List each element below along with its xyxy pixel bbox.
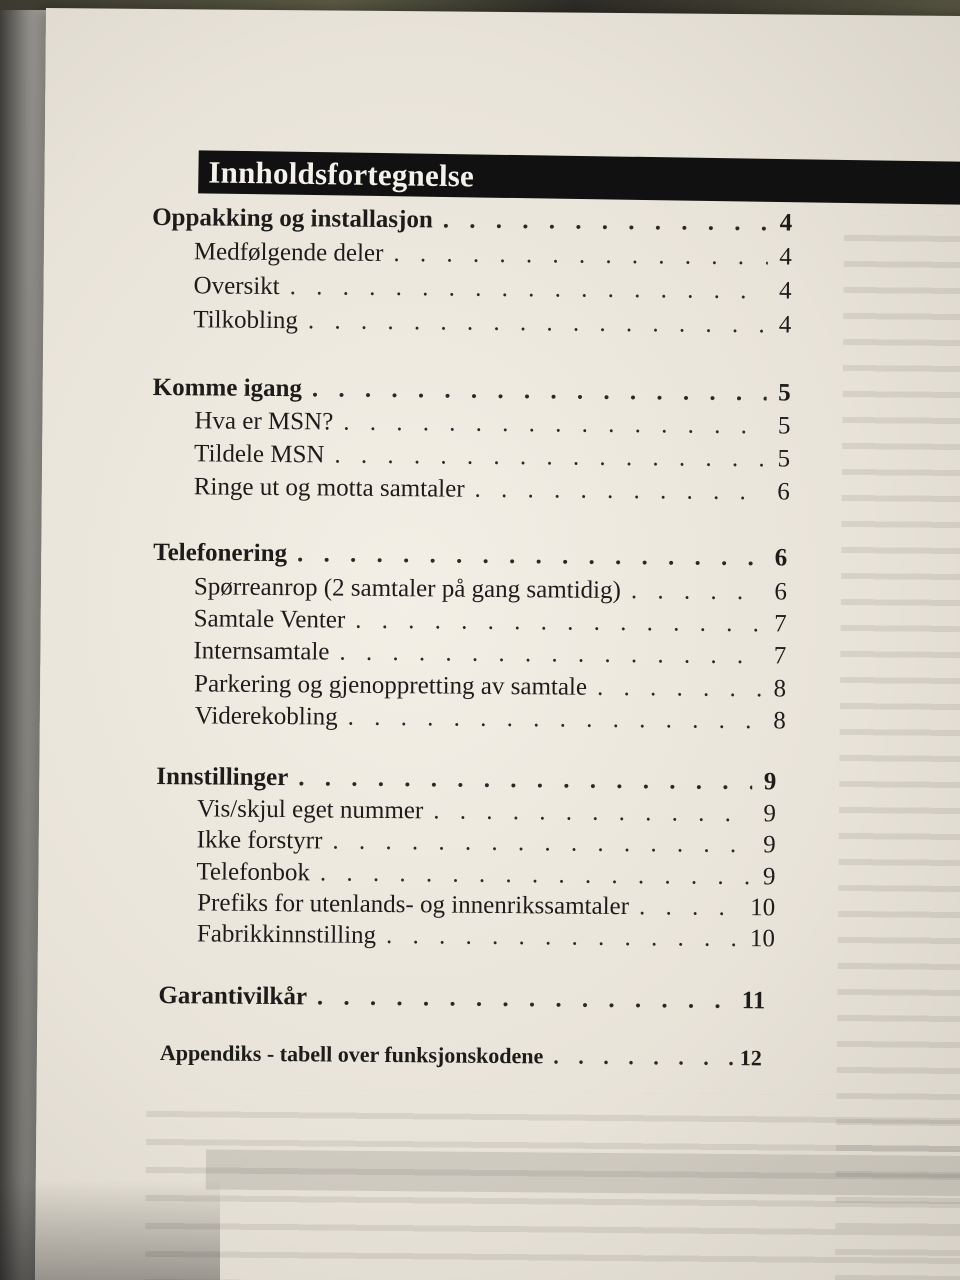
dot-leader (474, 476, 765, 507)
toc-page-number: 10 (750, 894, 776, 922)
dot-leader (348, 704, 762, 736)
toc-item (197, 795, 776, 828)
toc-item (194, 670, 786, 703)
dot-leader (639, 893, 744, 922)
toc-page-number: 10 (749, 925, 776, 953)
toc-item (194, 473, 790, 506)
toc-entry-label: Samtale Venter (193, 605, 346, 634)
toc-item (197, 826, 776, 859)
dot-leader (334, 442, 766, 474)
dot-leader (343, 409, 766, 441)
toc-page-number: 4 (778, 311, 792, 339)
toc-entry-label: Vis/skjul eget nummer (196, 795, 424, 825)
toc-entry-label: Tildele MSN (193, 440, 325, 469)
dot-leader (308, 307, 768, 339)
toc-section-oppakking (152, 204, 792, 238)
toc-section-garantivilkar (158, 982, 765, 1015)
show-through-text-right (835, 215, 960, 1280)
toc-page-number: 5 (778, 379, 791, 407)
dot-leader (332, 828, 752, 860)
toc-page-number: 8 (773, 707, 786, 735)
dot-leader (312, 375, 767, 407)
toc-section-innstillinger (156, 763, 776, 796)
dot-leader (443, 206, 769, 237)
toc-page-number: 8 (773, 675, 787, 703)
toc-item (196, 858, 775, 891)
toc-page-number: 7 (774, 610, 787, 638)
toc-entry-label: Oppakking og installasjon (152, 203, 433, 234)
toc-section-komme-igang (153, 374, 791, 408)
dot-leader (386, 922, 744, 953)
dot-leader (290, 273, 768, 305)
toc-entry-label: Telefonering (153, 538, 288, 568)
toc-page-number: 9 (763, 768, 777, 796)
toc-entry-label: Viderekobling (194, 702, 338, 731)
toc-item (194, 407, 790, 440)
show-through-band (206, 1149, 960, 1196)
toc-item (194, 238, 792, 271)
toc-entry-label: Komme igang (152, 373, 303, 403)
toc-page-number: 12 (739, 1045, 762, 1071)
toc-entry-label: Telefonbok (196, 858, 311, 887)
toc-page-number: 4 (779, 209, 793, 237)
dot-leader (297, 540, 763, 572)
toc-entry-label: Ikke forstyrr (196, 826, 323, 855)
toc-page-number: 6 (774, 578, 788, 606)
toc-entry-label: Tilkobling (193, 306, 299, 335)
toc-item (197, 889, 775, 922)
booklet-page (35, 8, 960, 1280)
toc-item (194, 573, 787, 606)
toc-entry-label: Oversikt (193, 272, 280, 301)
toc-page-number: 5 (777, 445, 791, 473)
toc-page-number: 7 (773, 642, 787, 670)
toc-title: Innholdsfortegnelse (208, 154, 475, 194)
toc-entry-label: Medfølgende deler (193, 238, 384, 267)
toc-page-number: 4 (779, 243, 792, 271)
toc-page-number: 5 (777, 412, 791, 440)
dot-leader (433, 797, 752, 828)
dot-leader (317, 983, 736, 1015)
dot-leader (631, 577, 763, 606)
toc-entry-label: Prefiks for utenlands- og innenrikssamtaler (197, 889, 630, 921)
dot-leader (339, 639, 762, 671)
toc-page-number: 4 (778, 277, 792, 305)
toc-page-number: 9 (763, 831, 776, 859)
toc-entry-label: Garantivilkår (158, 982, 308, 1011)
toc-page-number: 6 (774, 544, 788, 572)
toc-page-number: 6 (777, 478, 790, 506)
dot-leader (298, 764, 752, 796)
toc-entry-label: Hva er MSN? (194, 407, 334, 436)
toc-item (197, 920, 775, 953)
toc-item (193, 306, 791, 339)
toc-entry-label: Spørreanrop (2 samtaler på gang samtidig) (193, 573, 622, 605)
toc-item (194, 605, 787, 638)
dot-leader (597, 674, 762, 703)
toc-item (193, 637, 786, 670)
toc-entry-label: Ringe ut og motta samtaler (193, 473, 465, 503)
dot-leader (393, 240, 768, 271)
dot-leader (320, 859, 752, 891)
dot-leader (355, 607, 763, 639)
toc-entry-label: Fabrikkinnstilling (196, 920, 377, 949)
toc-entry-label: Appendiks - tabell over funksjonskodene (159, 1040, 544, 1069)
toc-item (194, 440, 790, 473)
toc-page-number: 9 (763, 800, 777, 828)
toc-page-number: 11 (741, 987, 766, 1015)
bottom-shadow (0, 1180, 220, 1280)
toc-page-number: 9 (762, 863, 776, 891)
dot-leader (553, 1043, 734, 1071)
toc-entry-label: Innstillinger (156, 762, 289, 792)
toc-entry-label: Parkering og gjenoppretting av samtale (193, 670, 588, 701)
toc-entry-label: Internsamtale (193, 637, 330, 666)
toc-section-telefonering (153, 539, 787, 573)
toc-section-appendiks (160, 1040, 762, 1071)
toc-item (195, 702, 786, 735)
toc-title-bar (198, 150, 960, 205)
toc-item (193, 272, 791, 305)
